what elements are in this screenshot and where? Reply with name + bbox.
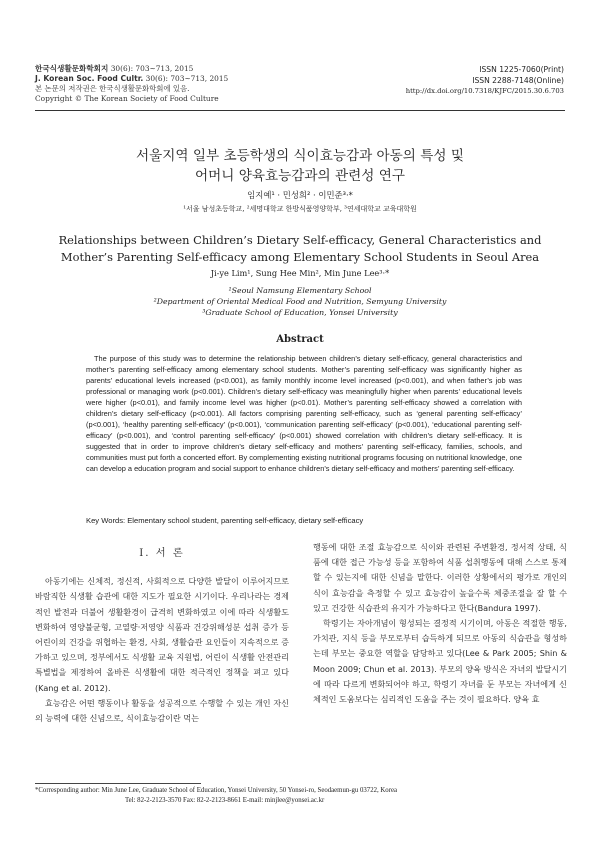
affiliations-ko: ¹서울 남성초등학교, ²세명대학교 한방식품영양학부, ³연세대학교 교육대학원 <box>183 205 417 213</box>
title-ko-line2: 어머니 양육효능감과의 관련성 연구 <box>195 168 405 184</box>
abstract-body: The purpose of this study was to determine the relationship between children’s dietary self-efficacy, general characteristics and mother’s parenting self-efficacy among elementary school students. Mother’s parenting self-efficacy was significantly higher as parents’ educational levels increased (p<0.001), as family monthly income level increased (p<0.001), and when father’s job was professional or managing work (p<0.001). Children’s dietary self-efficacy was meaningfully higher when parents’ educational levels were higher (p<0.01), and family income level was higher (p<0.01). Mother’s parenting self-efficacy showed a correlation with children’s dietary self-efficacy (p<0.001). All factors comprising parenting self-efficacy, such as ‘general parenting self-efficacy’ (p<0.001), ‘healthy parenting self-efficacy’ (p<0.001), ‘communication parenting self-efficacy’ (p<0.001), ‘educational parenting self-efficacy’ (p<0.001), and ‘control parenting self-efficacy’ (p<0.001) showed correlation with children’s dietary self-efficacy. It is suggested that in order to improve children’s dietary self-efficacy and mothers’ parenting self-efficacy, families, schools, and communities must put forth a concerted effort. By complementing existing nutritional programs focusing on nutritional knowledge, one can develop a education program and social support to enhance children’s dietary self-efficacy and mothers’ parenting self-efficacy. <box>86 354 522 474</box>
journal-volume-ko: 30(6): 703~713, 2015 <box>110 64 194 73</box>
keywords <box>86 516 363 525</box>
issn-online: ISSN 2288-7148(Online) <box>472 76 564 85</box>
section-title-introduction: I. 서 론 <box>139 548 185 559</box>
affiliations-en <box>0 285 600 318</box>
journal-volume-en: 30(6): 703~713, 2015 <box>145 74 229 83</box>
keywords-text: Elementary school student, parenting self-efficacy, dietary self-efficacy <box>127 516 364 525</box>
affiliation-1: ¹Seoul Namsung Elementary School <box>228 286 372 295</box>
title-en-line2: Mother’s Parenting Self-efficacy among Elementary School Students in Seoul Area <box>60 250 540 264</box>
issn-print: ISSN 1225-7060(Print) <box>479 65 564 74</box>
title-ko <box>0 146 600 186</box>
authors-ko: 임지예¹ · 민성희² · 이민준³·* <box>247 190 353 200</box>
body-paragraph: 효능감은 어떤 행동이나 활동을 성공적으로 수행할 수 있는 개인 자신의 능력에 대한 신념으로, 식이효능감이란 먹는 <box>35 697 289 724</box>
copyright-note-ko: 본 논문의 저작권은 한국식생활문화학회에 있음. <box>35 84 190 93</box>
doi-link[interactable]: http://dx.doi.org/10.7318/KJFC/2015.30.6.703 <box>405 87 564 95</box>
body-paragraph: 행동에 대한 조절 효능감으로 식이와 관련된 주변환경, 정서적 상태, 식품에 대한 접근 가능성 등을 포함하여 식품 섭취행동에 대해 스스로 통제할 수 있는지에 대한 신념을 말한다. 이러한 상황에서의 평가로 개인의 식이 효능감을 측정할 수 있고 효능감이 높을수록 체중조절을 잘 할 수 있고 건강한 식습관의 유지가 가능하다고 한다(Bandura 1997). <box>313 542 567 613</box>
corresponding-author-footnote <box>35 786 397 806</box>
body-paragraph: 아동기에는 신체적, 정신적, 사회적으로 다양한 발달이 이루어지므로 바람직한 식생활 습관에 대한 지도가 필요한 시기이다. 우리나라는 경제적인 발전과 더불어 생활환경이 급격히 변화하였고 이에 따라 식생활도 변화하여 영양불균형, 고열량·저영양 식품과 건강위해성분 섭취 증가 등 어린이의 건강을 위협하는 환경, 사회, 생활습관 요인들이 지속적으로 증가하고 있으며, 정부에서도 식생활 교육 지원법, 어린이 식생활 안전관리 특별법을 제정하여 올바른 식생활에 대한 적극적인 정책을 펴고 있다(Kang et al. 2012). <box>35 576 289 693</box>
header-rule <box>35 110 565 111</box>
abstract-heading: Abstract <box>276 334 324 345</box>
body-paragraph: 학령기는 자아개념이 형성되는 결정적 시기이며, 아동은 적절한 행동, 가치관, 지식 등을 부모로부터 습득하게 되므로 아동의 식습관을 형성하는데 부모는 중요한 역할을 담당하고 있다(Lee & Park 2005; Shin & Moon 2009; Chun et al. 2013). 부모의 양육 방식은 자녀의 발달시기에 따라 다르게 변화되어야 하고, 학령기 자녀를 둔 부모는 자녀에게 신체적인 도움보다는 심리적인 도움을 주는 것이 필요하다. 양육 효 <box>313 618 567 705</box>
title-ko-line1: 서울지역 일부 초등학생의 식이효능감과 아동의 특성 및 <box>136 148 464 164</box>
affiliation-3: ³Graduate School of Education, Yonsei University <box>202 308 398 317</box>
left-column <box>35 540 289 726</box>
footnote-rule <box>35 783 201 784</box>
footnote-line2: Tel: 82-2-2123-3570 Fax: 82-2-2123-8661 E-mail: minjlee@yonsei.ac.kr <box>125 797 325 804</box>
keywords-label: Key Words: <box>86 516 126 525</box>
footnote-line1: *Corresponding author: Min June Lee, Graduate School of Education, Yonsei University, 50 Yonsei-ro, Seodaemun-gu 03722, Korea <box>35 787 398 794</box>
journal-title-ko: 한국식생활문화학회지 <box>35 64 109 73</box>
right-column <box>313 540 567 707</box>
journal-title-en: J. Korean Soc. Food Cultr. <box>35 74 144 83</box>
title-en <box>0 232 600 266</box>
affiliation-2: ²Department of Oriental Medical Food and Nutrition, Semyung University <box>153 297 447 306</box>
journal-header <box>35 64 228 104</box>
title-en-line1: Relationships between Children’s Dietary Self-efficacy, General Characteristics and <box>58 233 542 247</box>
copyright-line: Copyright © The Korean Society of Food Culture <box>35 94 219 103</box>
authors-en: Ji-ye Lim¹, Sung Hee Min², Min June Lee³·* <box>210 268 390 278</box>
issn-block <box>406 64 564 97</box>
